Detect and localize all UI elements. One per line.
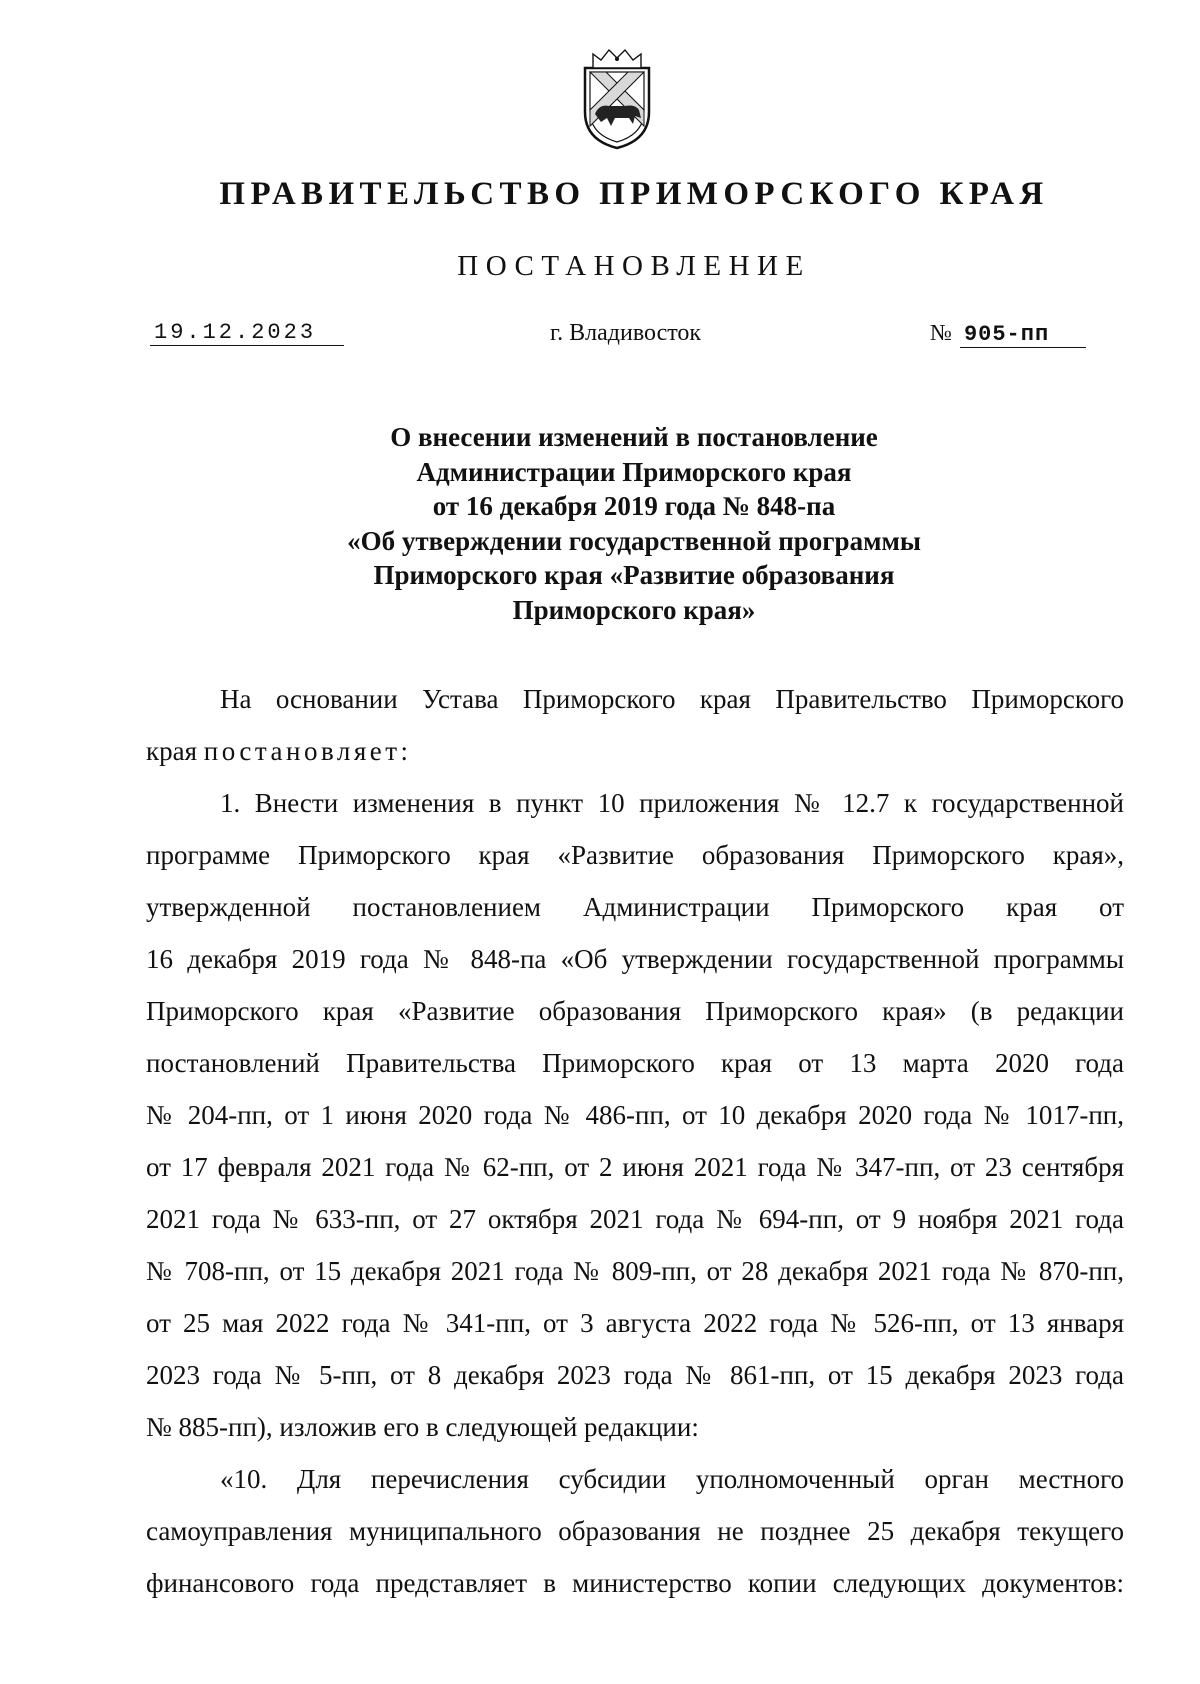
paragraph-line: финансового года представляет в министерство копии следующих документов: bbox=[146, 1568, 1124, 1598]
subject-line: от 16 декабря 2019 года № 848-па bbox=[432, 491, 836, 521]
paragraph-line: № 885-пп), изложив его в следующей редакции: bbox=[146, 1412, 699, 1442]
paragraph-line: Приморского края «Развитие образования Приморского края» (в редакции bbox=[146, 996, 1124, 1026]
number-sign: № bbox=[930, 320, 952, 345]
paragraph-line: программе Приморского края «Развитие образования Приморского края», bbox=[146, 840, 1124, 870]
paragraph-line: от 17 февраля 2021 года № 62-пп, от 2 июня 2021 года № 347-пп, от 23 сентября bbox=[146, 1152, 1124, 1182]
preamble-word: края bbox=[146, 736, 198, 766]
government-title: ПРАВИТЕЛЬСТВО ПРИМОРСКОГО КРАЯ bbox=[219, 176, 1049, 212]
subject-line: Приморского края «Развитие образования bbox=[373, 560, 895, 590]
paragraph-line: «10. Для перечисления субсидии уполномоченный орган местного bbox=[220, 1464, 1124, 1494]
paragraph-line: 16 декабря 2019 года № 848-па «Об утверждении государственной программы bbox=[146, 944, 1124, 974]
subject-line: О внесении изменений в постановление bbox=[390, 422, 878, 452]
paragraph-line: самоуправления муниципального образования не позднее 25 декабря текущего bbox=[146, 1516, 1124, 1546]
paragraph-line: 2023 года № 5-пп, от 8 декабря 2023 года № 861-пп, от 15 декабря 2023 года bbox=[146, 1360, 1124, 1390]
primorsky-coat-of-arms-emblem bbox=[579, 48, 655, 152]
subject-line: «Об утверждении государственной программы bbox=[347, 525, 921, 556]
document-number bbox=[930, 320, 1086, 348]
document-type: ПОСТАНОВЛЕНИЕ bbox=[457, 250, 811, 282]
document-body bbox=[146, 674, 1124, 1610]
paragraph-line: № 708-пп, от 15 декабря 2021 года № 809-пп, от 28 декабря 2021 года № 870-пп, bbox=[146, 1256, 1124, 1286]
resolves-word: постановляет: bbox=[203, 736, 412, 766]
subject-line: Администрации Приморского края bbox=[416, 456, 852, 487]
paragraph-line: от 25 мая 2022 года № 341-пп, от 3 августа 2022 года № 526-пп, от 13 января bbox=[146, 1308, 1124, 1338]
paragraph-line: 2021 года № 633-пп, от 27 октября 2021 года № 694-пп, от 9 ноября 2021 года bbox=[146, 1204, 1124, 1234]
document-date: 19.12.2023 bbox=[150, 320, 344, 346]
preamble-line bbox=[146, 726, 1124, 778]
document-city: г. Владивосток bbox=[550, 320, 702, 346]
paragraph-line: 1. Внести изменения в пункт 10 приложения № 12.7 к государственной bbox=[220, 788, 1124, 818]
paragraph-line: утвержденной постановлением Администрации Приморского края от bbox=[146, 892, 1124, 922]
subject-line: Приморского края» bbox=[512, 594, 756, 625]
preamble-line: На основании Устава Приморского края Правительство Приморского bbox=[220, 684, 1124, 714]
paragraph-line: № 204-пп, от 1 июня 2020 года № 486-пп, от 10 декабря 2020 года № 1017-пп, bbox=[146, 1100, 1124, 1130]
document-subject bbox=[0, 420, 1200, 627]
paragraph-line: постановлений Правительства Приморского края от 13 марта 2020 года bbox=[146, 1048, 1124, 1078]
number-value: 905-пп bbox=[960, 322, 1086, 348]
